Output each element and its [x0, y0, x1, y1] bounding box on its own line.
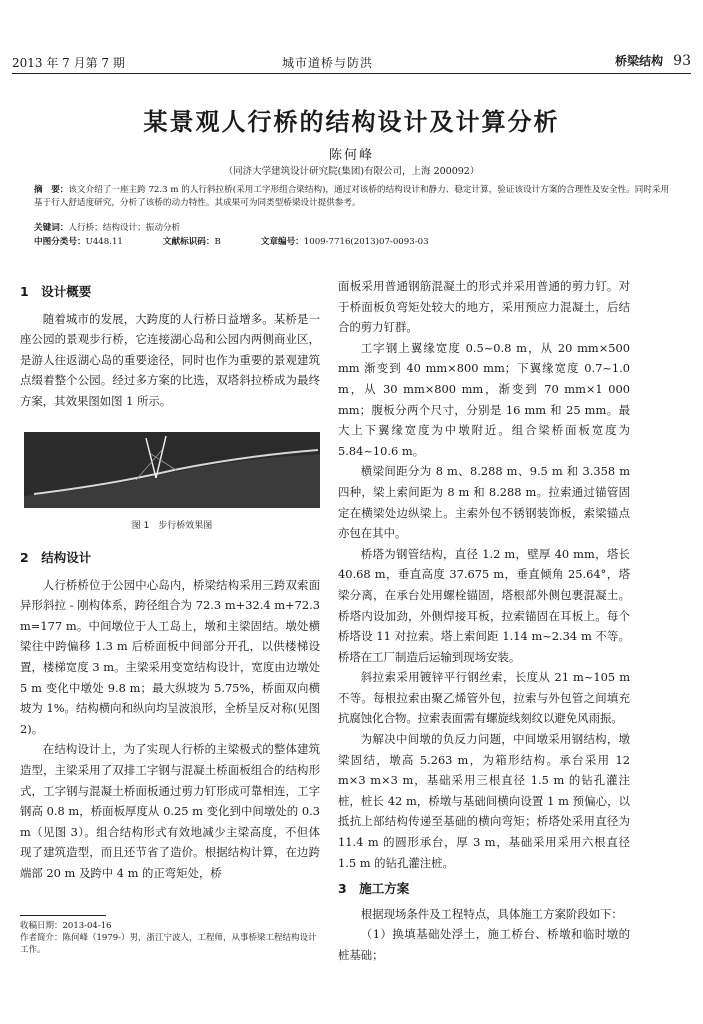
doc-label: 文献标识码： [162, 237, 215, 247]
right-paragraph-2: 工字钢上翼缘宽度 0.5~0.8 m，从 20 mm×500 mm 渐变到 40 mm×800 mm；下翼缘宽度 0.7~1.0 m，从 30 mm×800 mm，渐变到 70 mm×1 000 mm；腹板分两个尺寸，分别是 16 mm 和 25 mm。最大上下翼缘宽度为中墩附近。组合梁桥面板宽度为 5.84~10.6 m。 [338, 340, 630, 458]
right-column [338, 276, 630, 966]
doc-code: B [214, 237, 221, 247]
section-3-heading: 3 施工方案 [338, 881, 410, 897]
section-3-paragraph-1: 根据现场条件及工程特点，具体施工方案阶段如下： [360, 906, 623, 921]
section-3-paragraph-2: （1）换填基础处浮土，施工桥台、桥墩和临时墩的桩基础； [338, 927, 630, 962]
keywords [34, 222, 674, 235]
header-rule [12, 73, 691, 74]
abstract-text: 该文介绍了一座主跨 72.3 m 的人行斜拉桥(采用工字形组合梁结构)，通过对该桥的结构设计和静力、稳定计算，验证该设计方案的合理性及安全性。同时采用基于行人舒适度研究，分析了该桥的动力特性。其成果可为同类型桥梁设计提供参考。 [34, 185, 670, 208]
section-name: 桥梁结构 [615, 54, 664, 68]
affiliation: （同济大学建筑设计研究院(集团)有限公司，上海 200092） [223, 166, 480, 177]
section-1-heading: 1 设计概要 [20, 284, 92, 299]
issue-label: 2013 年 7 月第 7 期 [12, 56, 125, 70]
section-2-paragraph-2: 在结构设计上，为了实现人行桥的主梁极式的整体建筑造型，主梁采用了双排工字钢与混凝土桥面板组合的结构形式，工字钢与混凝土桥面板通过剪力钉形成可靠相连，工字钢高 0.8 m，桥面板厚度从 0.25 m 变化到中间墩处的 0.3 m（见图 3）。组合结构形式有效地减少主梁高度，不但体现了建筑造型，而且还节省了造价。根据结构计算，在边跨端部 20 m 及跨中 4 m 的正弯矩处，桥 [20, 742, 320, 880]
article-number: 1009-7716(2013)07-0093-03 [303, 237, 429, 247]
section-2-heading: 2 结构设计 [20, 550, 92, 565]
keywords-text: 人行桥；结构设计；振动分析 [68, 223, 181, 233]
keywords-label: 关键词： [34, 223, 69, 233]
header-right [615, 52, 691, 69]
article-no-label: 文章编号： [260, 237, 304, 247]
paper-title: 某景观人行桥的结构设计及计算分析 [143, 107, 560, 136]
section-2-paragraph-1: 人行桥桥位于公园中心岛内，桥梁结构采用三跨双索面异形斜拉 - 刚构体系，跨径组合为 72.3 m+32.4 m+72.3 m=177 m。中间墩位于人工岛上，墩和主梁固结。墩处横梁往中跨偏移 1.3 m 后桥面板中间部分开孔，以供楼梯设置，楼梯宽度 3 m。主梁采用变宽结构设计，宽度由边墩处 5 m 变化中墩处 9.8 m；最大纵坡为 5.75%，桥面双向横坡为 1%。结构横向和纵向均呈波浪形，全桥呈反对称(见图 2)。 [20, 577, 320, 736]
left-column-bottom [20, 548, 320, 884]
right-paragraph-3: 横梁间距分为 8 m、8.288 m、9.5 m 和 3.358 m 四种，梁上索间距为 8 m 和 8.288 m。拉索通过锚管固定在横梁处边纵梁上。主索外包不锈钢装饰板，索梁锚点亦包在其中。 [338, 464, 630, 541]
left-column-top [20, 282, 320, 412]
footnote-rule [20, 915, 106, 916]
footnote [20, 920, 320, 956]
figure-1-caption: 图 1 步行桥效果图 [131, 521, 213, 531]
right-paragraph-1: 面板采用普通钢筋混凝土的形式并采用普通的剪力钉。对于桥面板负弯矩处较大的地方，采用预应力混凝土，后结合的剪力钉群。 [338, 279, 630, 335]
right-paragraph-4: 桥塔为钢管结构，直径 1.2 m，壁厚 40 mm，塔长 40.68 m，垂直高度 37.675 m，垂直倾角 25.64°，塔梁分离，在承台处用螺栓锚固，塔根部外侧包裹混凝土。桥塔内设加劲，外侧焊接耳板，拉索锚固在耳板上。每个桥塔设 11 对拉索。塔上索间距 1.14 m~2.34 m 不等。桥塔在工厂制造后运输到现场安装。 [338, 546, 630, 664]
bridge-render-graphic [24, 432, 320, 508]
running-header [12, 50, 691, 72]
classification-line [34, 236, 674, 249]
abstract-label: 摘 要： [34, 185, 69, 195]
class-label: 中图分类号： [34, 237, 86, 247]
journal-name: 城市道桥与防洪 [282, 56, 374, 70]
right-paragraph-5: 斜拉索采用镀锌平行钢丝索，长度从 21 m~105 m 不等。每根拉索由聚乙烯管外包，拉索与外包管之间填充抗腐蚀化合物。拉索表面需有螺旋线刻纹以避免风雨振。 [338, 670, 630, 726]
page-number: 93 [673, 53, 691, 69]
received-date: 收稿日期：2013-04-16 [20, 921, 112, 931]
figure-1-image [24, 432, 320, 508]
author-name: 陈何峰 [328, 148, 374, 163]
class-number: U448.11 [85, 237, 123, 247]
author-bio: 作者简介：陈何峰（1979-）男，浙江宁波人，工程师，从事桥梁工程结构设计工作。 [20, 933, 317, 955]
abstract [34, 184, 674, 210]
right-paragraph-6: 为解决中间墩的负反力问题，中间墩采用钢结构，墩梁固结，墩高 5.263 m，为箱形结构。承台采用 12 m×3 m×3 m，基础采用三根直径 1.5 m 的钻孔灌注桩，桩长 42 m，桥墩与基础间横向设置 1 m 预偏心，以抵抗上部结构传递至基础的横向弯矩；桥塔处采用直径为 11.4 m 的圆形承台，厚 3 m，基础采用采用六根直径 1.5 m 的钻孔灌注桩。 [338, 732, 630, 870]
section-1-paragraph: 随着城市的发展，大跨度的人行桥日益增多。某桥是一座公园的景观步行桥，它连接湖心岛和公园内两侧商业区，是游人往返湖心岛的重要途径，同时也作为重要的景观建筑点缀着整个公园。经过多方案的比选，双塔斜拉桥成为最终方案，其效果图如图 1 所示。 [20, 311, 320, 408]
